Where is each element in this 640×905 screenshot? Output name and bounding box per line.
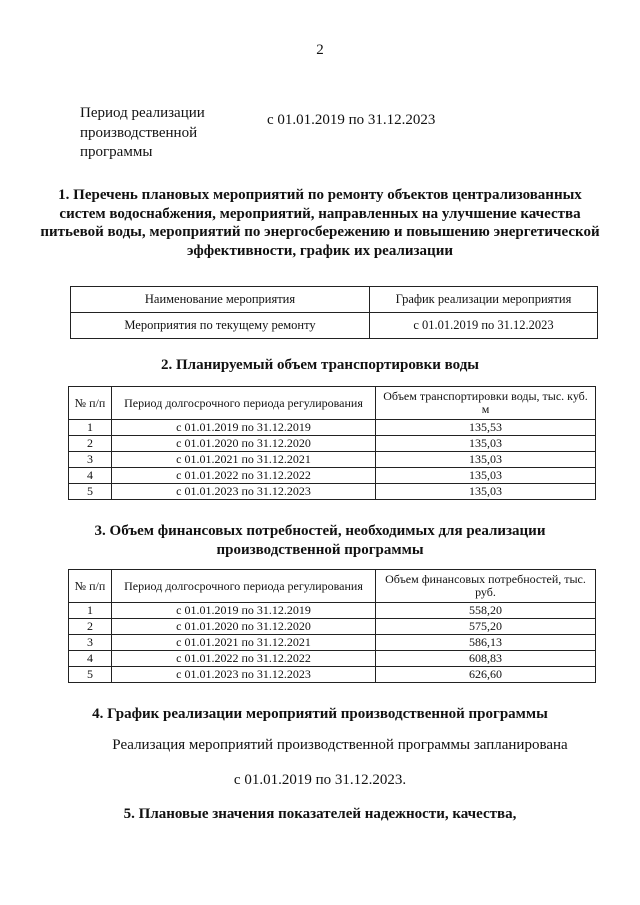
section-4-title: 4. График реализации мероприятий производственной программы [92, 706, 548, 722]
row-value: 135,03 [376, 484, 596, 500]
event-schedule-cell: с 01.01.2019 по 31.12.2023 [370, 313, 598, 339]
period-label: Период реализации производственной программы [80, 105, 205, 160]
row-period: с 01.01.2021 по 31.12.2021 [112, 635, 376, 651]
row-value: 135,03 [376, 468, 596, 484]
row-value: 135,03 [376, 436, 596, 452]
row-value: 586,13 [376, 635, 596, 651]
table-row [69, 484, 596, 500]
period-value: с 01.01.2019 по 31.12.2023 [267, 112, 436, 128]
row-number: 5 [69, 484, 112, 500]
row-period: с 01.01.2023 по 31.12.2023 [112, 484, 376, 500]
section-2-title: 2. Планируемый объем транспортировки воды [161, 357, 479, 373]
section-1-title: 1. Перечень плановых мероприятий по ремонту объектов централизованных систем водоснабжения, мероприятий, направленных на улучшение качества питьевой воды, мероприятий по энергосбережению и повышению энергетической эффективности, график их реализации [40, 187, 600, 259]
table-row [69, 452, 596, 468]
section-4-dates: с 01.01.2019 по 31.12.2023. [233, 772, 407, 788]
table-row [69, 635, 596, 651]
row-number: 2 [69, 436, 112, 452]
page-number: 2 [316, 42, 324, 58]
row-period: с 01.01.2022 по 31.12.2022 [112, 651, 376, 667]
row-period: с 01.01.2019 по 31.12.2019 [112, 420, 376, 436]
row-number: 3 [69, 635, 112, 651]
col-period-header: Период долгосрочного периода регулирования [112, 387, 376, 420]
events-table [70, 286, 598, 339]
col-finance-header: Объем финансовых потребностей, тыс. руб. [376, 570, 596, 603]
row-period: с 01.01.2021 по 31.12.2021 [112, 452, 376, 468]
water-volume-table [68, 386, 596, 500]
col-volume-header: Объем транспортировки воды, тыс. куб. м [376, 387, 596, 420]
financial-needs-table [68, 569, 596, 683]
table-row [69, 420, 596, 436]
col-number-header: № п/п [69, 570, 112, 603]
row-value: 135,53 [376, 420, 596, 436]
row-period: с 01.01.2023 по 31.12.2023 [112, 667, 376, 683]
table-row [69, 619, 596, 635]
row-number: 4 [69, 651, 112, 667]
section-4-text: Реализация мероприятий производственной программы запланирована [112, 737, 568, 753]
table-row [69, 651, 596, 667]
events-header-name: Наименование мероприятия [71, 287, 370, 313]
row-value: 135,03 [376, 452, 596, 468]
row-number: 2 [69, 619, 112, 635]
table-row [71, 313, 598, 339]
table-row [69, 468, 596, 484]
row-period: с 01.01.2022 по 31.12.2022 [112, 468, 376, 484]
events-header-schedule: График реализации мероприятия [370, 287, 598, 313]
row-value: 626,60 [376, 667, 596, 683]
row-period: с 01.01.2020 по 31.12.2020 [112, 436, 376, 452]
row-number: 4 [69, 468, 112, 484]
row-number: 5 [69, 667, 112, 683]
table-row [69, 667, 596, 683]
row-value: 575,20 [376, 619, 596, 635]
section-5-title: 5. Плановые значения показателей надежности, качества, [123, 806, 517, 822]
col-number-header: № п/п [69, 387, 112, 420]
row-number: 1 [69, 420, 112, 436]
row-number: 1 [69, 603, 112, 619]
row-number: 3 [69, 452, 112, 468]
table-row [69, 436, 596, 452]
table-row [69, 603, 596, 619]
col-period-header: Период долгосрочного периода регулирования [112, 570, 376, 603]
row-value: 608,83 [376, 651, 596, 667]
row-period: с 01.01.2020 по 31.12.2020 [112, 619, 376, 635]
section-3-title: 3. Объем финансовых потребностей, необходимых для реализации производственной программы [94, 523, 546, 558]
row-value: 558,20 [376, 603, 596, 619]
event-name-cell: Мероприятия по текущему ремонту [71, 313, 370, 339]
row-period: с 01.01.2019 по 31.12.2019 [112, 603, 376, 619]
